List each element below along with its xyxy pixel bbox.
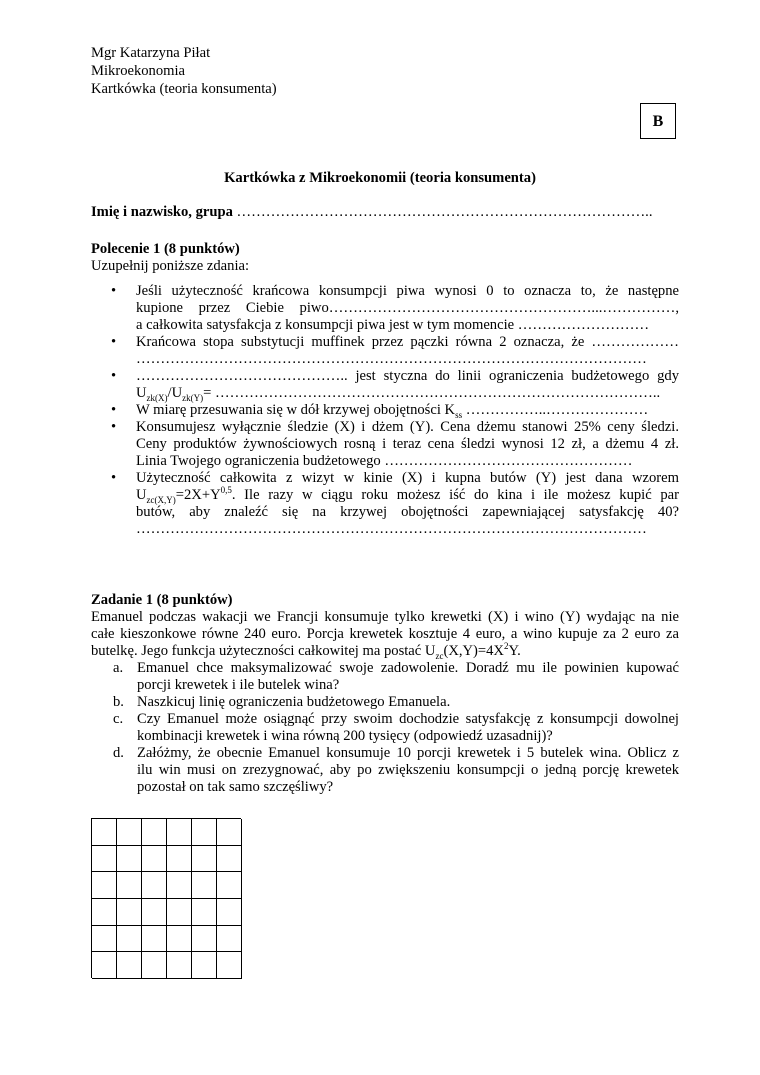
polecenie-heading: Polecenie 1 (8 punktów)	[91, 241, 240, 257]
list-item: c. Czy Emanuel może osiągnąć przy swoim dochodzie satysfakcję z konsumpcji dowolnej kombinacji krewetek i wina równą 200 tysięcy (odpowiedź uzasadnij)?	[113, 711, 679, 744]
list-item: • Konsumujesz wyłącznie śledzie (X) i dżem (Y). Cena dżemu stanowi 25% ceny śledzi. Ceny produktów żywnościowych rosną i teraz cena śledzi wynosi 12 zł, a dżemu 4 zł. Linia Twojego ograniczenia budżetowego ……………………………………………	[91, 419, 679, 470]
list-item: b. Naszkicuj linię ograniczenia budżetowego Emanuela.	[113, 694, 451, 710]
polecenie-list	[91, 283, 679, 538]
zadanie-heading: Zadanie 1 (8 punktów)	[91, 592, 233, 608]
zadanie-subtasks	[91, 660, 679, 796]
zadanie-section	[91, 592, 679, 796]
variant-box	[640, 103, 676, 139]
sketch-grid	[91, 818, 241, 978]
list-item: • Jeśli użyteczność krańcowa konsumpcji piwa wynosi 0 to oznacza to, że następne kupione przez Ciebie piwo………………………………………………...……………, a całkowita satysfakcja z konsumpcji piwa jest w tym momencie ………………………	[91, 283, 679, 334]
list-item: • Krańcowa stopa substytucji muffinek przez pączki równa 2 oznacza, że ……………… ……………………………………………………………………………………………	[91, 334, 679, 368]
page-title: Kartkówka z Mikroekonomii (teoria konsumenta)	[224, 170, 536, 186]
variant-letter: B	[652, 112, 664, 130]
list-item: a. Emanuel chce maksymalizować swoje zadowolenie. Doradź mu ile powinien kupować porcji krewetek i ile butelek wina?	[113, 660, 679, 693]
test-kind: Kartkówka (teoria konsumenta)	[91, 81, 277, 97]
name-field-dots: …………………………………………………………………………..	[232, 204, 653, 220]
polecenie-section	[91, 241, 679, 538]
list-item: • …………………………………….. jest styczna do linii ograniczenia budżetowego gdy $U_{zk(X)}/U_{zk(Y)}=$ ………………………………………………………………………………..	[91, 368, 679, 402]
zadanie-paragraph: Emanuel podczas wakacji we Francji konsumuje tylko krewetki (X) i wino (Y) wydając na nie całe kieszonkowe równe 240 euro. Porcja krewetek kosztuje 4 euro, a wino kupuje za 2 euro za butelkę. Jego funkcja użyteczności całkowitej ma postać $U_{zc}(X,Y)=4X^2Y$.	[91, 609, 679, 661]
name-field-line	[91, 204, 691, 221]
polecenie-instruction: Uzupełnij poniższe zdania:	[91, 258, 250, 274]
name-field-label: Imię i nazwisko, grupa	[91, 204, 233, 220]
list-item: d. Załóżmy, że obecnie Emanuel konsumuje 10 porcji krewetek i 5 butelek wina. Oblicz z ilu win musi on zrezygnować, aby po zwiększeniu konsumpcji o jedną porcję krewetek pozostał on tak samo szczęśliwy?	[113, 745, 679, 795]
author-name: Mgr Katarzyna Piłat	[91, 45, 211, 61]
subject-name: Mikroekonomia	[91, 63, 186, 79]
list-item: • W miarę przesuwania się w dół krzywej obojętności $K_{ss}$ ……………..…………………	[91, 402, 679, 419]
document-header	[91, 45, 277, 99]
list-item: • Użyteczność całkowita z wizyt w kinie (X) i kupna butów (Y) jest dana wzorem $U_{zc(X,Y)}=2X+Y^{0,5}$. Ile razy w ciągu roku możesz iść do kina i ile możesz kupić par butów, aby znaleźć się na krzywej obojętności zapewniającej satysfakcję 40? ……………………………………………………………………………………………	[91, 470, 679, 538]
